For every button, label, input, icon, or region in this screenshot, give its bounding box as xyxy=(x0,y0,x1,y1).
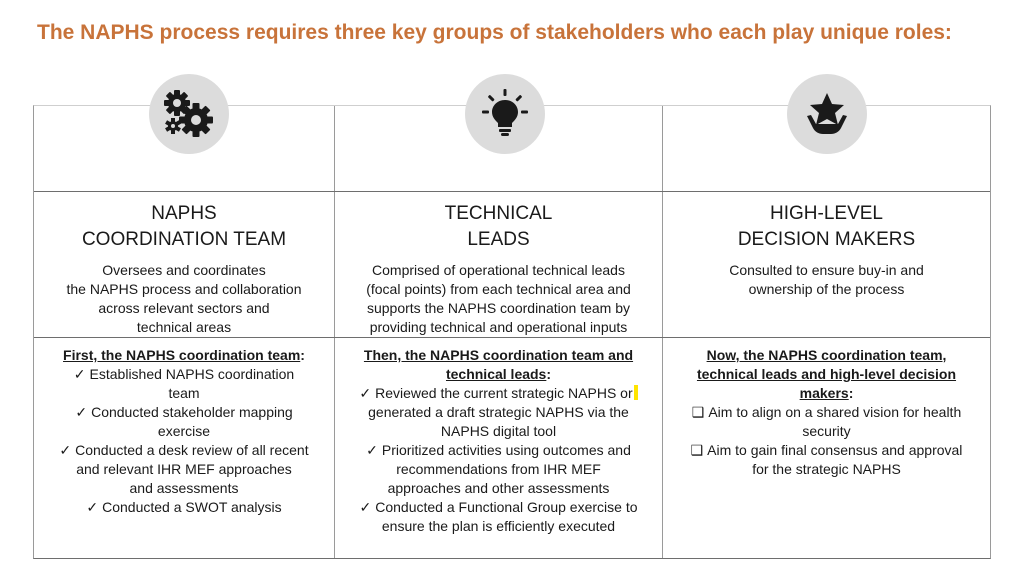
checkmark-icon: ✓ xyxy=(359,385,372,401)
decision-makers-cell xyxy=(663,201,990,299)
list-item: ✓ Conducted a desk review of all recent and relevant IHR MEF approaches and assessments xyxy=(59,442,309,496)
lightbulb-icon xyxy=(465,74,545,154)
checkmark-icon: ✓ xyxy=(59,442,72,458)
list-item: ✓ Established NAPHS coordination team xyxy=(73,366,295,401)
list-item: ✓ Conducted stakeholder mapping exercise xyxy=(75,404,293,439)
column-heading: TECHNICAL LEADS xyxy=(444,203,553,250)
coordination-team-actions: First, the NAPHS coordination team: ✓ Established NAPHS coordination team ✓ Conducted stakeholder mapping exercise ✓ Conducted a desk review of all recent and relevant IHR MEF approaches and assessments ✓ Conducted a SWOT analysis xyxy=(34,346,334,517)
checkmark-icon: ✓ xyxy=(73,366,86,382)
decision-makers-actions: Now, the NAPHS coordination team, technical leads and high-level decision makers: ❑ Aim to align on a shared vision for health security ❑ Aim to gain final consensus and approval for the strategic NAPHS xyxy=(663,346,990,479)
highlight-marker xyxy=(634,385,638,400)
technical-leads-cell xyxy=(335,201,662,337)
gears-icon xyxy=(149,74,229,154)
list-item: ✓ Conducted a Functional Group exercise to ensure the plan is efficiently executed xyxy=(359,499,638,534)
list-item: ❑ Aim to gain final consensus and approval for the strategic NAPHS xyxy=(690,442,963,477)
stakeholder-table xyxy=(33,105,991,559)
technical-leads-actions: Then, the NAPHS coordination team and technical leads: ✓ Reviewed the current strategic NAPHS or generated a draft strategic NAPHS via the NAPHS digital tool ✓ Prioritized activities using outcomes and recommendations from IHR MEF approaches and other assessments ✓ Conducted a Functional Group exercise to ensure the plan is efficiently executed xyxy=(335,346,662,536)
checkmark-icon: ✓ xyxy=(366,442,378,458)
column-heading: HIGH-LEVEL DECISION MAKERS xyxy=(737,203,916,250)
checkbox-bullet-icon: ❑ xyxy=(690,442,704,458)
star-hand-icon xyxy=(787,74,867,154)
checkmark-icon: ✓ xyxy=(86,499,99,515)
page-title: The NAPHS process requires three key groups of stakeholders who each play unique roles: xyxy=(37,21,952,44)
checkmark-icon: ✓ xyxy=(75,404,88,420)
column-description: Oversees and coordinates the NAPHS process and collaboration across relevant sectors and technical areas xyxy=(66,262,302,335)
row-divider xyxy=(34,337,990,338)
column-description: Consulted to ensure buy-in and ownership of the process xyxy=(729,262,924,297)
column-divider xyxy=(662,106,663,558)
list-item: ✓ Prioritized activities using outcomes and recommendations from IHR MEF approaches and other assessments xyxy=(366,442,631,496)
row-divider xyxy=(34,191,990,192)
checkmark-icon: ✓ xyxy=(359,499,372,515)
list-item: ❑ Aim to align on a shared vision for health security xyxy=(691,404,962,439)
checkbox-bullet-icon: ❑ xyxy=(691,404,705,420)
list-item: ✓ Reviewed the current strategic NAPHS or generated a draft strategic NAPHS via the NAPHS digital tool xyxy=(335,384,662,441)
coordination-team-cell xyxy=(34,201,334,337)
list-item: ✓ Conducted a SWOT analysis xyxy=(86,499,282,515)
column-heading: NAPHS COORDINATION TEAM xyxy=(81,203,287,250)
column-description: Comprised of operational technical leads (focal points) from each technical area and supports the NAPHS coordination team by providing technical and operational inputs xyxy=(366,262,631,335)
